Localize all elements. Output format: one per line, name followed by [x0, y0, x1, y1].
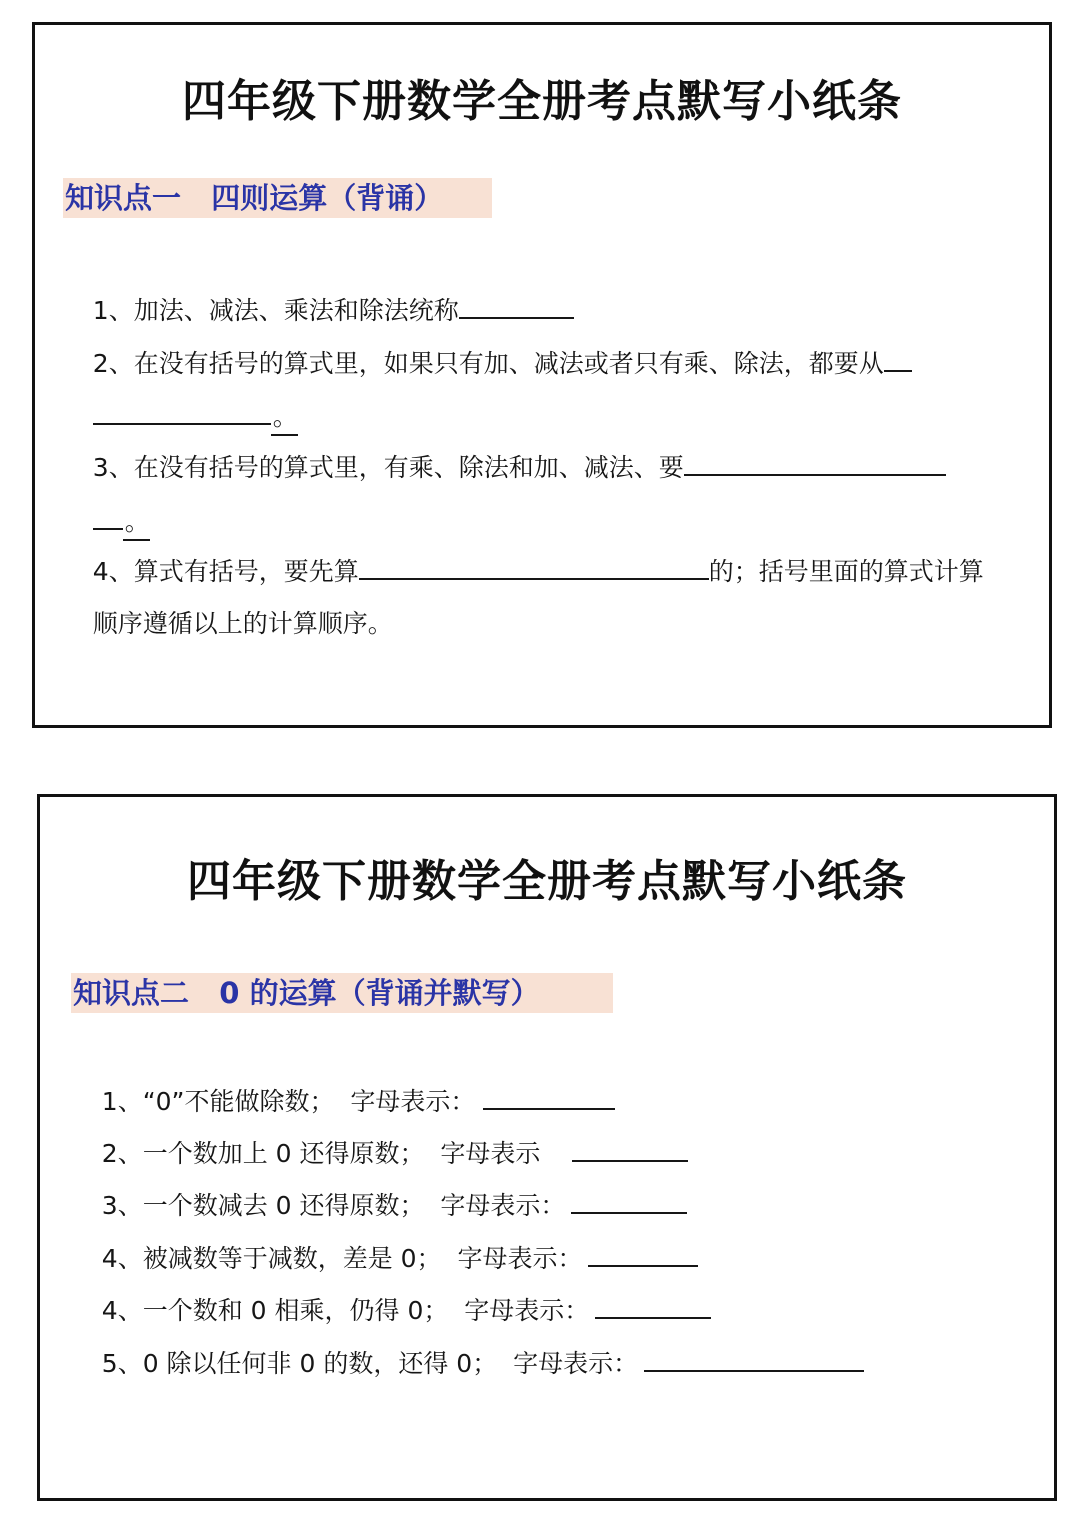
item-text: 2、在没有括号的算式里，如果只有加、减法或者只有乘、除法，都要从	[92, 349, 884, 378]
item-text: 4、一个数和 0 相乘，仍得 0； 字母表示：	[101, 1296, 590, 1325]
item-text: 顺序遵循以上的计算顺序。	[92, 609, 393, 638]
card-title: 四年级下册数学全册考点默写小纸条	[182, 76, 902, 127]
answer-blank[interactable]	[684, 450, 946, 476]
section-heading: 知识点二 0 的运算（背诵并默写）	[71, 973, 613, 1013]
card-title: 四年级下册数学全册考点默写小纸条	[187, 856, 907, 907]
item-text: 5、0 除以任何非 0 的数，还得 0； 字母表示：	[101, 1349, 639, 1378]
item-text: 1、加法、减法、乘法和除法统称	[92, 296, 459, 325]
item-end-text: 。	[271, 400, 298, 436]
answer-blank[interactable]	[359, 554, 709, 580]
item-text: 4、被减数等于减数，差是 0； 字母表示：	[101, 1244, 583, 1273]
item-end-text: 。	[123, 505, 150, 541]
knowledge-card-2	[37, 794, 1057, 1501]
item-text: 4、算式有括号，要先算	[92, 557, 359, 586]
list-item	[61, 416, 946, 519]
item-text-after: 的；括号里面的算式计算	[708, 557, 984, 586]
list-item	[61, 573, 393, 675]
list-item	[70, 1312, 864, 1415]
section-heading: 知识点一 四则运算（背诵）	[63, 178, 492, 218]
answer-blank[interactable]	[884, 346, 912, 372]
item-text: 3、一个数减去 0 还得原数； 字母表示：	[101, 1191, 566, 1220]
answer-blank[interactable]	[644, 1346, 864, 1372]
item-text: 2、一个数加上 0 还得原数； 字母表示	[101, 1139, 541, 1168]
item-text: 1、“0”不能做除数； 字母表示：	[101, 1087, 476, 1116]
knowledge-card-1	[32, 22, 1052, 728]
item-text: 3、在没有括号的算式里，有乘、除法和加、减法、要	[92, 453, 684, 482]
